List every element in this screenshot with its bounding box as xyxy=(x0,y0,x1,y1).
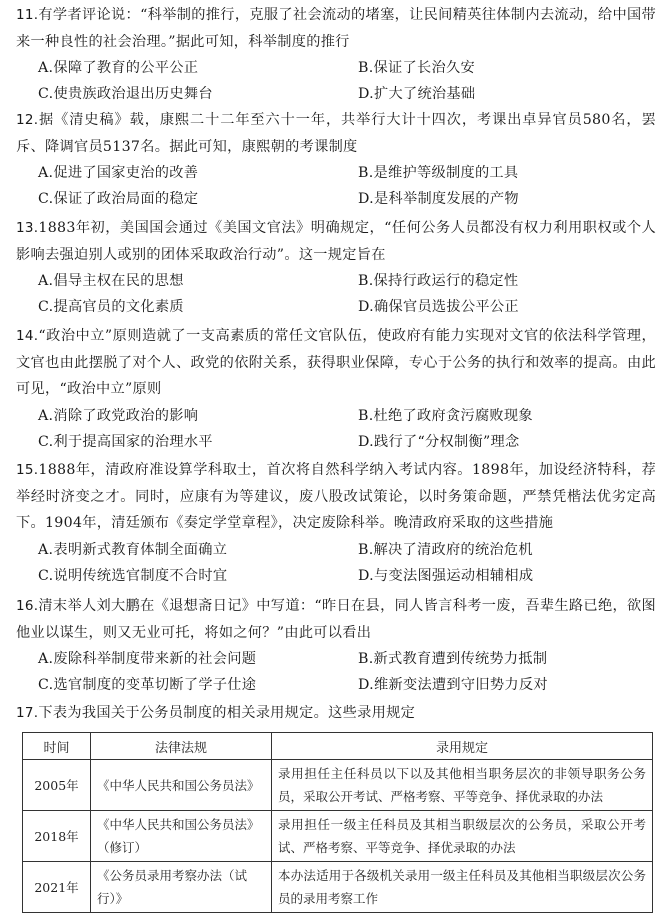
cell-rules: 录用担任主任科员以下以及其他相当职务层次的非领导职务公务员，采取公开考试、严格考察、平等竞争、择优录取的办法 xyxy=(272,760,653,811)
cell-time: 2018年 xyxy=(23,811,91,862)
question-17 xyxy=(16,700,656,727)
question-13 xyxy=(16,215,656,320)
question-12 xyxy=(16,107,656,212)
cell-rules: 本办法适用于各级机关录用一级主任科员及其他相当职级层次公务员的录用考察工作 xyxy=(272,862,653,913)
option-d[interactable]: D.践行了“分权制衡”理念 xyxy=(358,433,520,450)
option-a[interactable]: A.废除科举制度带来新的社会问题 xyxy=(38,651,257,667)
option-a[interactable]: A.促进了国家吏治的改善 xyxy=(38,165,199,181)
question-stem xyxy=(16,2,656,55)
question-text: 1883年初，美国国会通过《美国文官法》明确规定，“任何公务人员都没有权力利用职权或个人影响去强迫别人或别的团体采取政治行动”。这一规定旨在 xyxy=(16,220,656,263)
table-row xyxy=(23,862,653,913)
option-c[interactable]: C.提高官员的文化素质 xyxy=(38,299,184,315)
question-number: 11. xyxy=(16,7,39,23)
question-15 xyxy=(16,457,656,589)
question-16 xyxy=(16,593,656,698)
question-number: 17. xyxy=(16,705,39,721)
question-stem xyxy=(16,323,656,403)
question-text: “政治中立”原则造就了一支高素质的常任文官队伍，使政府有能力实现对文官的依法科学管理，文官也由此摆脱了对个人、政党的依附关系，获得职业保障，专心于公务的执行和效率的提高。由此可见，“政治中立”原则 xyxy=(16,328,656,397)
question-stem xyxy=(16,107,656,160)
cell-law: 《中华人民共和国公务员法》 xyxy=(91,760,272,811)
option-b[interactable]: B.解决了清政府的统治危机 xyxy=(358,541,533,558)
cell-law: 《中华人民共和国公务员法》（修订） xyxy=(91,811,272,862)
table-row xyxy=(23,760,653,811)
option-d[interactable]: D.维新变法遭到守旧势力反对 xyxy=(358,677,548,693)
option-b[interactable]: B.杜绝了政府贪污腐败现象 xyxy=(358,407,533,424)
options xyxy=(16,537,656,589)
options xyxy=(16,55,656,107)
question-14 xyxy=(16,323,656,455)
question-number: 12. xyxy=(16,112,39,128)
option-a[interactable]: A.表明新式教育体制全面确立 xyxy=(38,541,228,558)
question-number: 16. xyxy=(16,598,39,614)
column-header-rules: 录用规定 xyxy=(272,733,653,760)
cell-time: 2021年 xyxy=(23,862,91,913)
cell-law: 《公务员录用考察办法（试行）》 xyxy=(91,862,272,913)
column-header-time: 时间 xyxy=(23,733,91,760)
option-d[interactable]: D.扩大了统治基础 xyxy=(358,86,476,102)
options xyxy=(16,268,656,320)
option-d[interactable]: D.与变法图强运动相辅相成 xyxy=(358,567,534,584)
column-header-law: 法律法规 xyxy=(91,733,272,760)
question-text: 据《清史稿》载，康熙二十二年至六十一年，共举行大计十四次，考课出卓异官员580名，罢斥、降调官员5137名。据此可知，康熙朝的考课制度 xyxy=(16,112,656,155)
table-header-row xyxy=(23,733,653,760)
option-a[interactable]: A.消除了政党政治的影响 xyxy=(38,407,199,424)
option-c[interactable]: C.使贵族政治退出历史舞台 xyxy=(38,86,213,102)
options xyxy=(16,403,656,455)
option-c[interactable]: C.保证了政治局面的稳定 xyxy=(38,191,199,207)
question-stem xyxy=(16,593,656,646)
option-b[interactable]: B.新式教育遭到传统势力抵制 xyxy=(358,651,548,667)
options xyxy=(16,646,656,698)
regulations-table xyxy=(22,732,653,913)
option-d[interactable]: D.是科举制度发展的产物 xyxy=(358,191,519,207)
question-stem xyxy=(16,215,656,268)
options xyxy=(16,160,656,212)
question-11 xyxy=(16,2,656,107)
option-b[interactable]: B.保持行政运行的稳定性 xyxy=(358,273,519,289)
option-d[interactable]: D.确保官员选拔公平公正 xyxy=(358,299,519,315)
question-text: 下表为我国关于公务员制度的相关录用规定。这些录用规定 xyxy=(38,705,416,721)
question-text: 有学者评论说：“科举制的推行，克服了社会流动的堵塞，让民间精英往体制内去流动，给中国带来一种良性的社会治理。”据此可知，科举制度的推行 xyxy=(16,7,656,50)
question-text: 1888年，清政府准设算学科取士，首次将自然科学纳入考试内容。1898年，加设经济特科，荐举经时济变之才。同时，应康有为等建议，废八股改试策论，以时务策命题，严禁凭楷法优劣定高下。1904年，清廷颁布《奏定学堂章程》，决定废除科举。晚清政府采取的这些措施 xyxy=(16,462,656,531)
question-number: 13. xyxy=(16,220,39,236)
option-b[interactable]: B.保证了长治久安 xyxy=(358,60,475,76)
option-c[interactable]: C.说明传统选官制度不合时宜 xyxy=(38,567,228,584)
question-number: 14. xyxy=(16,328,39,344)
question-text: 清末举人刘大鹏在《退想斋日记》中写道：“昨日在县，同人皆言科考一废，吾辈生路已绝，欲图他业以谋生，则又无业可托，将如之何？”由此可以看出 xyxy=(16,598,656,641)
option-c[interactable]: C.利于提高国家的治理水平 xyxy=(38,433,213,450)
option-a[interactable]: A.倡导主权在民的思想 xyxy=(38,273,184,289)
option-c[interactable]: C.选官制度的变革切断了学子仕途 xyxy=(38,677,257,693)
table-row xyxy=(23,811,653,862)
option-b[interactable]: B.是维护等级制度的工具 xyxy=(358,165,519,181)
cell-rules: 录用担任一级主任科员及其相当职级层次的公务员，采取公开考试、严格考察、平等竞争、择优录取的办法 xyxy=(272,811,653,862)
question-stem xyxy=(16,457,656,537)
question-number: 15. xyxy=(16,462,39,478)
question-stem xyxy=(16,700,656,727)
option-a[interactable]: A.保障了教育的公平公正 xyxy=(38,60,199,76)
cell-time: 2005年 xyxy=(23,760,91,811)
